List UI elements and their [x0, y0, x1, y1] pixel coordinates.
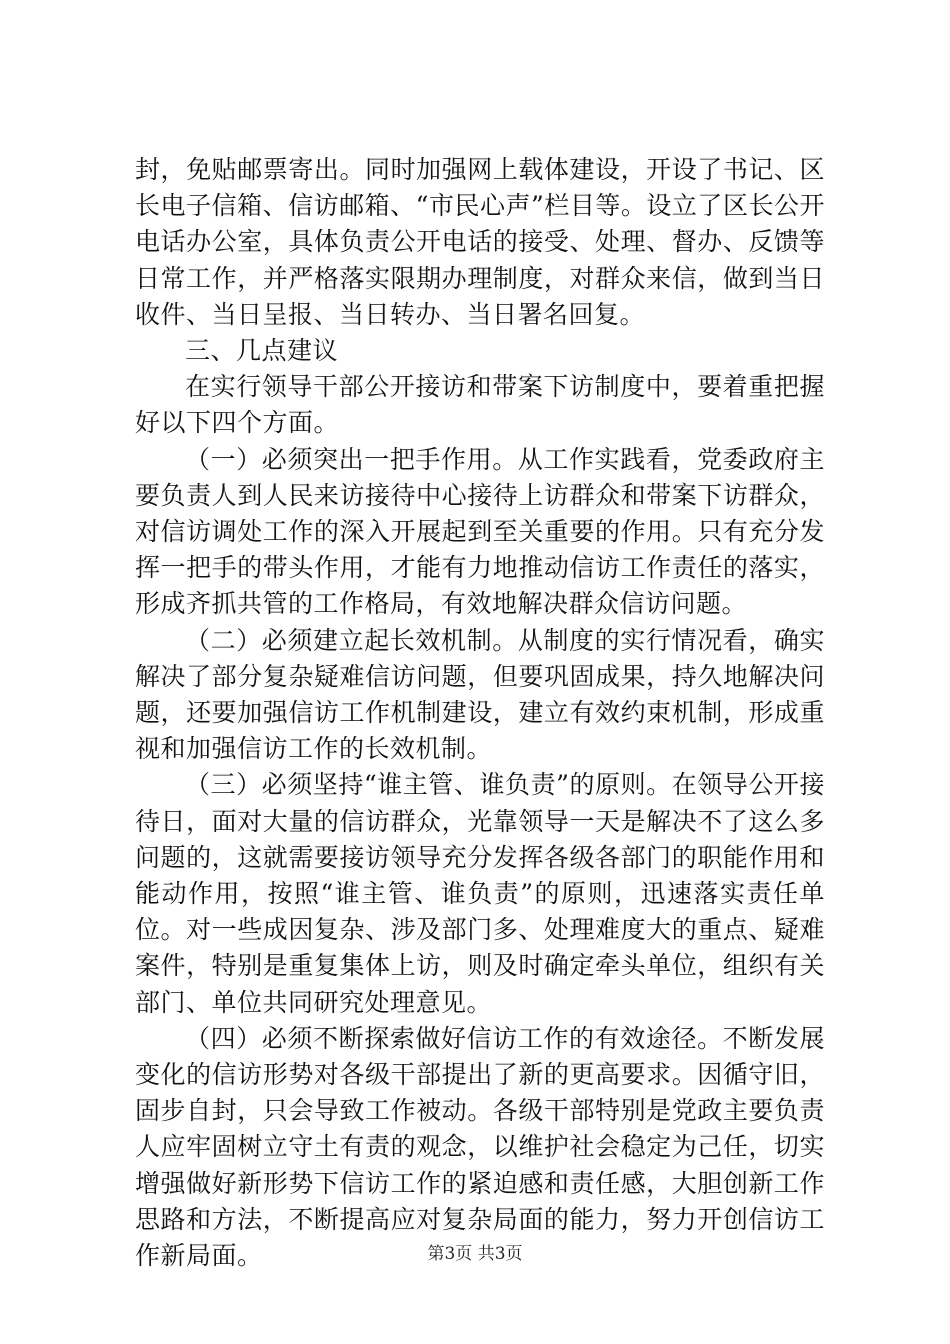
paragraph-intro: 在实行领导干部公开接访和带案下访制度中，要着重把握好以下四个方面。	[135, 372, 825, 438]
paragraph-point-1: （一）必须突出一把手作用。从工作实践看，党委政府主要负责人到人民来访接待中心接待上访群众和带案下访群众，对信访调处工作的深入开展起到至关重要的作用。只有充分发挥一把手的带头作用，才能有力地推动信访工作责任的落实，形成齐抓共管的工作格局，有效地解决群众信访问题。	[135, 444, 825, 619]
paragraph-continuation: 封，免贴邮票寄出。同时加强网上载体建设，开设了书记、区长电子信箱、信访邮箱、“市民心声”栏目等。设立了区长公开电话办公室，具体负责公开电话的接受、处理、督办、反馈等日常工作，并严格落实限期办理制度，对群众来信，做到当日收件、当日呈报、当日转办、当日署名回复。	[135, 155, 825, 329]
paragraph-point-2: （二）必须建立起长效机制。从制度的实行情况看，确实解决了部分复杂疑难信访问题，但要巩固成果，持久地解决问题，还要加强信访工作机制建设，建立有效约束机制，形成重视和加强信访工作的长效机制。	[135, 625, 825, 764]
page-footer: 第3页 共3页	[427, 1244, 523, 1264]
paragraph-point-3: （三）必须坚持“谁主管、谁负责”的原则。在领导公开接待日，面对大量的信访群众，光靠领导一天是解决不了这么多问题的，这就需要接访领导充分发挥各级各部门的职能作用和能动作用，按照“谁主管、谁负责”的原则，迅速落实责任单位。对一些成因复杂、涉及部门多、处理难度大的重点、疑难案件，特别是重复集体上访，则及时确定牵头单位，组织有关部门、单位共同研究处理意见。	[135, 770, 825, 1017]
document-body	[135, 152, 825, 1274]
section-heading: 三、几点建议	[185, 336, 339, 366]
paragraph-point-4: （四）必须不断探索做好信访工作的有效途径。不断发展变化的信访形势对各级干部提出了新的更高要求。因循守旧，固步自封，只会导致工作被动。各级干部特别是党政主要负责人应牢固树立守土有责的观念，以维护社会稳定为己任，切实增强做好新形势下信访工作的紧迫感和责任感，大胆创新工作思路和方法，不断提高应对复杂局面的能力，努力开创信访工作新局面。	[135, 1023, 825, 1271]
